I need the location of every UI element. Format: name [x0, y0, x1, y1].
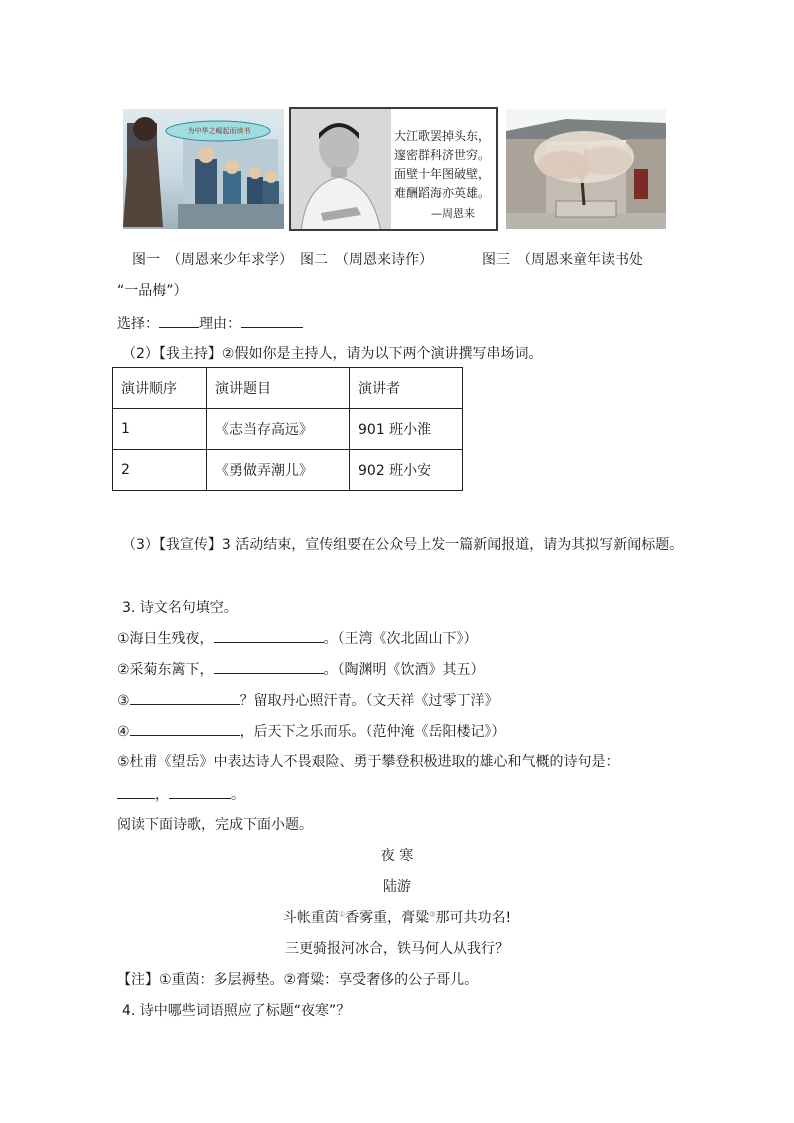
poem-line-1 — [0, 907, 794, 927]
q3-item-2-suffix: 。（陶渊明《饮酒》其五） — [323, 662, 485, 678]
poem-note-mark-1: ① — [338, 910, 346, 919]
q3-item-4 — [117, 720, 506, 741]
q3-item-4-suffix: ，后天下之乐而乐。（范仲淹《岳阳楼记》） — [239, 724, 506, 740]
figure-3-image — [506, 109, 666, 229]
table-header-row — [113, 368, 463, 409]
q3-item-1-suffix: 。（王湾《次北固山下》） — [323, 631, 478, 647]
figure-2-poem-line-1: 大江歌罢掉头东， — [394, 129, 491, 143]
q3-item-5-answer — [117, 783, 245, 804]
figure-captions-line-2: “一品梅”） — [117, 283, 188, 299]
select-reason-line — [117, 312, 303, 333]
table-header-cell: 演讲者 — [350, 368, 463, 409]
table-row — [113, 450, 463, 491]
figure-2-signature: —周恩来 — [431, 207, 475, 220]
q3-item-4-prefix: ④ — [117, 724, 130, 740]
q3-item-3-prefix: ③ — [117, 693, 130, 709]
q3-item-5-blank-1[interactable] — [117, 783, 155, 799]
figure-3-tree-courtyard — [506, 109, 666, 229]
poem-title: 夜 寒 — [380, 848, 414, 864]
table-row — [113, 409, 463, 450]
q3-item-1 — [117, 627, 478, 648]
table-cell: 1 — [113, 409, 207, 450]
table-header-cell: 演讲顺序 — [113, 368, 207, 409]
table-cell: 2 — [113, 450, 207, 491]
figure-2-image — [289, 107, 498, 231]
poem-line-1-a: 斗帐重茵 — [282, 910, 339, 926]
select-blank[interactable] — [159, 312, 199, 328]
q2-heading: （2）【我主持】②假如你是主持人，请为以下两个演讲撰写串场词。 — [122, 346, 543, 362]
table-header-cell: 演讲题目 — [207, 368, 350, 409]
table-cell: 902 班小安 — [350, 450, 463, 491]
q3-item-2 — [117, 658, 485, 679]
q3-item-3-blank[interactable] — [130, 689, 240, 705]
reading-intro: 阅读下面诗歌，完成下面小题。 — [117, 817, 313, 833]
q3-item-3 — [117, 689, 499, 710]
q3-item-1-blank[interactable] — [214, 627, 324, 643]
q3-item-3-suffix: ？留取丹心照汗青。（文天祥《过零丁洋》 — [239, 693, 499, 709]
reason-blank[interactable] — [241, 312, 303, 328]
poem-line-1-b: 香雾重，膏粱 — [345, 910, 430, 926]
figure-1-image — [123, 109, 284, 229]
table-cell: 《勇做弄潮儿》 — [207, 450, 350, 491]
q3-sub-publicity: （3）【我宣传】3 活动结束，宣传组要在公众号上发一篇新闻报道，请为其拟写新闻标题。 — [122, 537, 684, 553]
q3-item-2-blank[interactable] — [214, 658, 324, 674]
q4-question: 4. 诗中哪些词语照应了标题“夜寒”？ — [122, 1003, 351, 1019]
q3-item-5-blank-2[interactable] — [169, 783, 231, 799]
figure-2-portrait — [291, 109, 391, 231]
q3-title: 3. 诗文名句填空。 — [122, 600, 238, 616]
reason-label: 理由： — [199, 316, 241, 332]
figure-2-poem-line-4: 难酬蹈海亦英雄。 — [394, 186, 491, 200]
q3-item-4-blank[interactable] — [130, 720, 240, 736]
q3-item-2-prefix: ②采菊东篱下， — [117, 662, 214, 678]
figure-2-poem-line-3: 面壁十年图破壁， — [394, 167, 491, 181]
poem-note: 【注】①重茵：多层褥垫。②膏粱：享受奢侈的公子哥儿。 — [117, 972, 479, 988]
table-cell: 《志当存高远》 — [207, 409, 350, 450]
q3-item-5: ⑤杜甫《望岳》中表达诗人不畏艰险、勇于攀登积极进取的雄心和气概的诗句是： — [117, 754, 620, 770]
poem-line-1-c: 那可共功名! — [435, 910, 512, 926]
select-label: 选择： — [117, 316, 159, 332]
q3-item-1-prefix: ①海日生残夜， — [117, 631, 214, 647]
q3-item-5-end: 。 — [231, 787, 245, 803]
figure-captions-line-1: 图一 （周恩来少年求学） 图二 （周恩来诗作） 图三 （周恩来童年读书处 — [132, 252, 643, 268]
figure-2-poem-line-2: 邃密群科济世穷。 — [394, 148, 491, 162]
figure-1-banner: 为中华之崛起而读书 — [187, 127, 251, 135]
poem-author: 陆游 — [383, 879, 411, 895]
speech-table — [112, 367, 463, 491]
q3-item-5-separator: ， — [155, 787, 169, 803]
poem-note-mark-2: ② — [429, 910, 436, 919]
poem-line-2: 三更骑报河冰合，铁马何人从我行？ — [285, 941, 509, 957]
table-cell: 901 班小淮 — [350, 409, 463, 450]
